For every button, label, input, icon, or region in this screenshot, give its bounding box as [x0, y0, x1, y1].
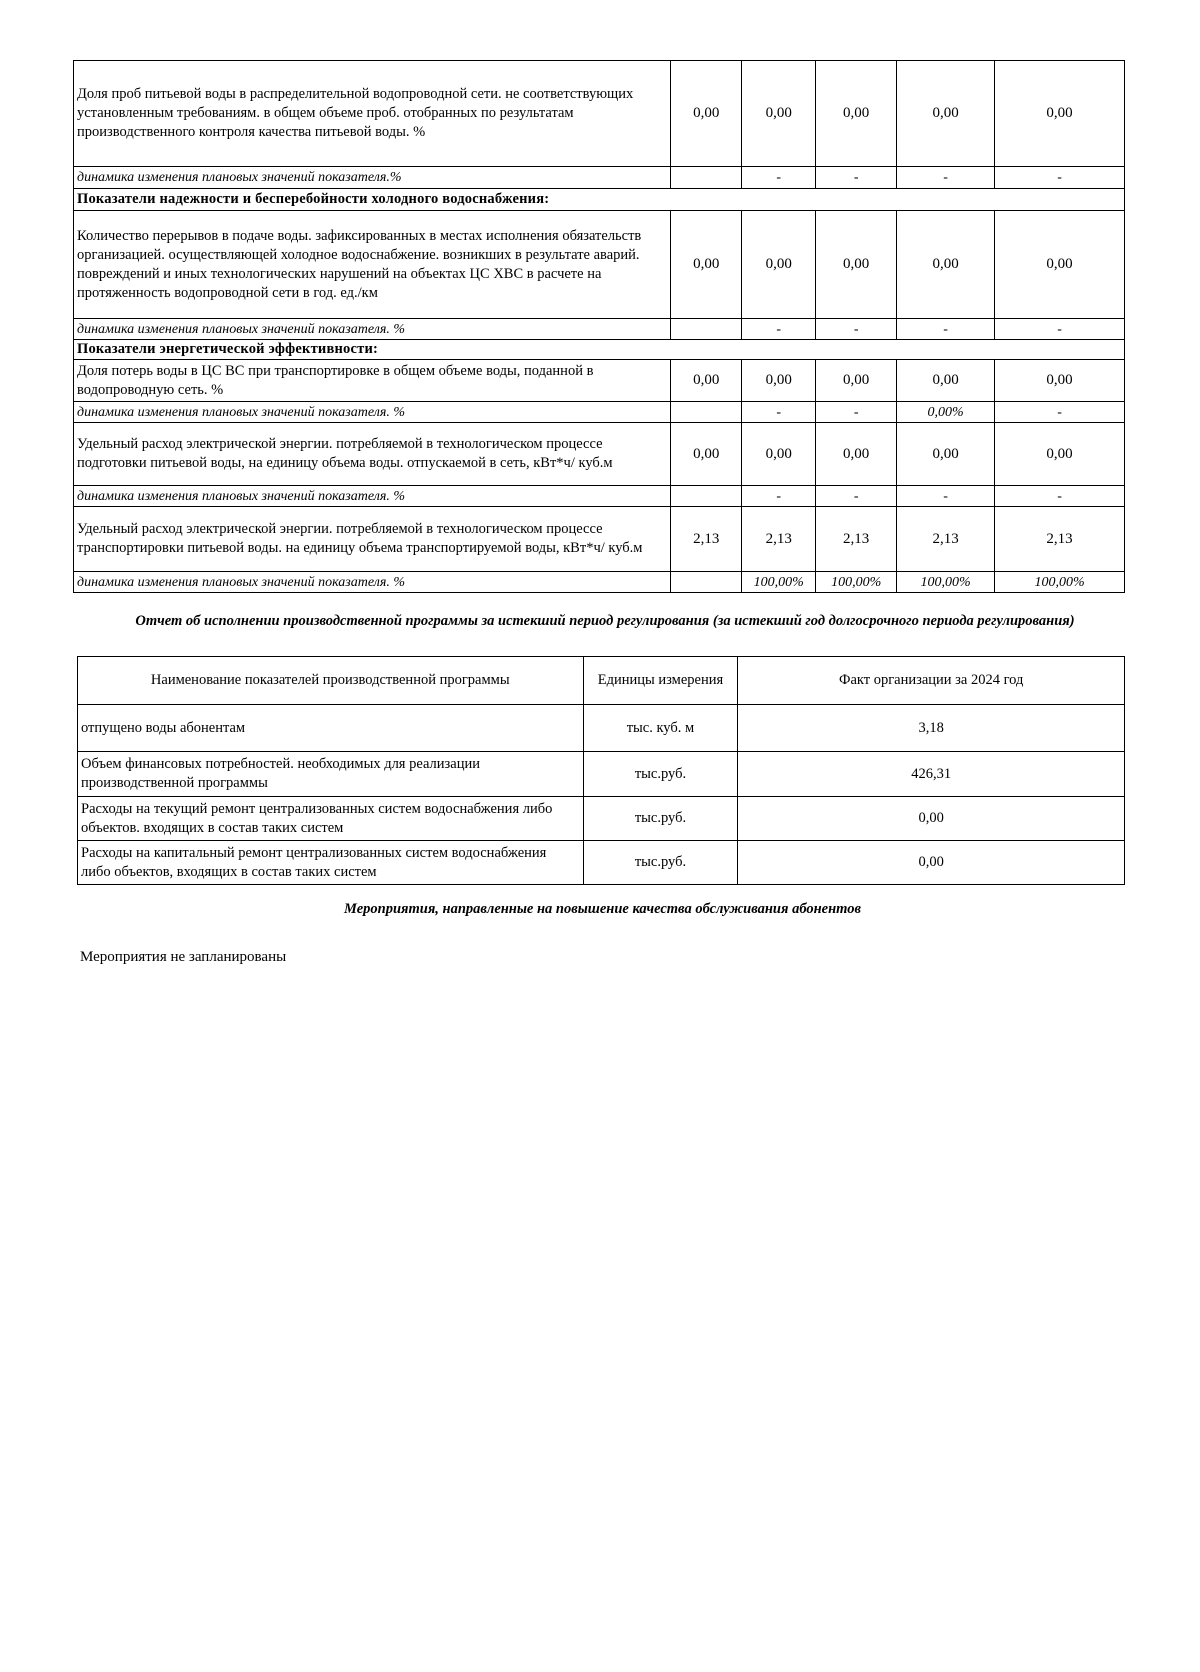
dynamics-cell: 100,00% — [816, 572, 897, 593]
value-cell: 0,00 — [897, 360, 995, 402]
table-row — [74, 167, 1125, 189]
dynamics-cell: 100,00% — [995, 572, 1125, 593]
table-row — [74, 61, 1125, 167]
value-cell: 0,00 — [897, 423, 995, 486]
dynamics-cell: - — [742, 167, 816, 189]
value-cell: 0,00 — [995, 211, 1125, 319]
table-row — [78, 797, 1125, 841]
value-cell: 3,18 — [738, 705, 1125, 752]
unit-cell: тыс.руб. — [583, 841, 738, 885]
table-row — [78, 841, 1125, 885]
value-cell: 2,13 — [742, 507, 816, 572]
dynamics-label: динамика изменения плановых значений показателя. % — [74, 572, 671, 593]
value-cell: 2,13 — [995, 507, 1125, 572]
value-cell: 0,00 — [816, 423, 897, 486]
row-label: Удельный расход электрической энергии. потребляемой в технологическом процессе подготовки питьевой воды, на единицу объема воды. отпускаемой в сеть, кВт*ч/ куб.м — [74, 423, 671, 486]
unit-cell: тыс.руб. — [583, 752, 738, 797]
dynamics-label: динамика изменения плановых значений показателя. % — [74, 319, 671, 340]
table-row — [74, 507, 1125, 572]
table-row — [78, 705, 1125, 752]
value-cell: 0,00 — [671, 360, 742, 402]
dynamics-cell: - — [816, 486, 897, 507]
section-row — [74, 189, 1125, 211]
row-label: Количество перерывов в подаче воды. зафиксированных в местах исполнения обязательств организацией. осуществляющей холодное водоснабжение. возникших в результате аварий. повреждений и иных технологических нарушений на объектах ЦС ХВС в расчете на протяженность водопроводной сети в год. ед./км — [74, 211, 671, 319]
table-row — [74, 572, 1125, 593]
dynamics-cell: 100,00% — [897, 572, 995, 593]
dynamics-label: динамика изменения плановых значений показателя. % — [74, 486, 671, 507]
value-cell: 0,00 — [995, 360, 1125, 402]
value-cell: 0,00 — [742, 423, 816, 486]
table-header-row — [78, 657, 1125, 705]
value-cell: 0,00 — [897, 61, 995, 167]
dynamics-cell — [671, 167, 742, 189]
dynamics-cell: - — [897, 486, 995, 507]
indicator-name: Расходы на капитальный ремонт централизованных систем водоснабжения либо объектов, входящих в состав таких систем — [78, 841, 584, 885]
value-cell: 2,13 — [897, 507, 995, 572]
table-row — [74, 319, 1125, 340]
indicators-table — [73, 60, 1125, 593]
dynamics-label: динамика изменения плановых значений показателя.% — [74, 167, 671, 189]
value-cell: 2,13 — [671, 507, 742, 572]
value-cell: 0,00 — [742, 360, 816, 402]
value-cell: 0,00 — [816, 211, 897, 319]
value-cell: 0,00 — [738, 841, 1125, 885]
dynamics-label: динамика изменения плановых значений показателя. % — [74, 402, 671, 423]
table-row — [74, 211, 1125, 319]
value-cell: 426,31 — [738, 752, 1125, 797]
indicator-name: Объем финансовых потребностей. необходимых для реализации производственной программы — [78, 752, 584, 797]
section-heading-energy: Показатели энергетической эффективности: — [74, 340, 1125, 360]
dynamics-cell: 0,00% — [897, 402, 995, 423]
report-table — [77, 656, 1125, 885]
unit-cell: тыс. куб. м — [583, 705, 738, 752]
value-cell: 0,00 — [742, 211, 816, 319]
dynamics-cell: - — [742, 486, 816, 507]
table-row — [74, 486, 1125, 507]
dynamics-cell: - — [995, 319, 1125, 340]
column-header: Факт организации за 2024 год — [738, 657, 1125, 705]
dynamics-cell — [671, 572, 742, 593]
dynamics-cell: - — [995, 167, 1125, 189]
indicator-name: Расходы на текущий ремонт централизованных систем водоснабжения либо объектов. входящих в состав таких систем — [78, 797, 584, 841]
column-header: Единицы измерения — [583, 657, 738, 705]
dynamics-cell: - — [995, 402, 1125, 423]
dynamics-cell: - — [742, 319, 816, 340]
value-cell: 0,00 — [816, 61, 897, 167]
value-cell: 0,00 — [742, 61, 816, 167]
dynamics-cell: - — [897, 167, 995, 189]
dynamics-cell: - — [816, 167, 897, 189]
table-row — [74, 402, 1125, 423]
value-cell: 0,00 — [671, 423, 742, 486]
table-row — [74, 360, 1125, 402]
value-cell: 0,00 — [995, 423, 1125, 486]
measures-text: Мероприятия не запланированы — [80, 949, 287, 965]
table-row — [78, 752, 1125, 797]
dynamics-cell — [671, 319, 742, 340]
dynamics-cell: - — [995, 486, 1125, 507]
indicator-name: отпущено воды абонентам — [78, 705, 584, 752]
row-label: Удельный расход электрической энергии. потребляемой в технологическом процессе транспортировки питьевой воды. на единицу объема транспортируемой воды, кВт*ч/ куб.м — [74, 507, 671, 572]
row-label: Доля потерь воды в ЦС ВС при транспортировке в общем объеме воды, поданной в водопроводную сеть. % — [74, 360, 671, 402]
dynamics-cell — [671, 402, 742, 423]
dynamics-cell — [671, 486, 742, 507]
value-cell: 0,00 — [671, 61, 742, 167]
value-cell: 0,00 — [671, 211, 742, 319]
dynamics-cell: - — [897, 319, 995, 340]
table-row — [74, 423, 1125, 486]
report-title: Отчет об исполнении производственной программы за истекший период регулирования (за истекший год долгосрочного периода регулирования) — [135, 613, 1075, 629]
column-header: Наименование показателей производственной программы — [78, 657, 584, 705]
value-cell: 0,00 — [816, 360, 897, 402]
value-cell: 0,00 — [897, 211, 995, 319]
value-cell: 0,00 — [995, 61, 1125, 167]
dynamics-cell: - — [816, 402, 897, 423]
dynamics-cell: - — [816, 319, 897, 340]
value-cell: 0,00 — [738, 797, 1125, 841]
section-heading-reliability: Показатели надежности и бесперебойности холодного водоснабжения: — [74, 189, 1125, 211]
section-row — [74, 340, 1125, 360]
dynamics-cell: - — [742, 402, 816, 423]
value-cell: 2,13 — [816, 507, 897, 572]
dynamics-cell: 100,00% — [742, 572, 816, 593]
row-label: Доля проб питьевой воды в распределительной водопроводной сети. не соответствующих установленным требованиям. в общем объеме проб. отобранных по результатам производственного контроля качества питьевой воды. % — [74, 61, 671, 167]
unit-cell: тыс.руб. — [583, 797, 738, 841]
measures-title: Мероприятия, направленные на повышение качества обслуживания абонентов — [344, 901, 861, 917]
